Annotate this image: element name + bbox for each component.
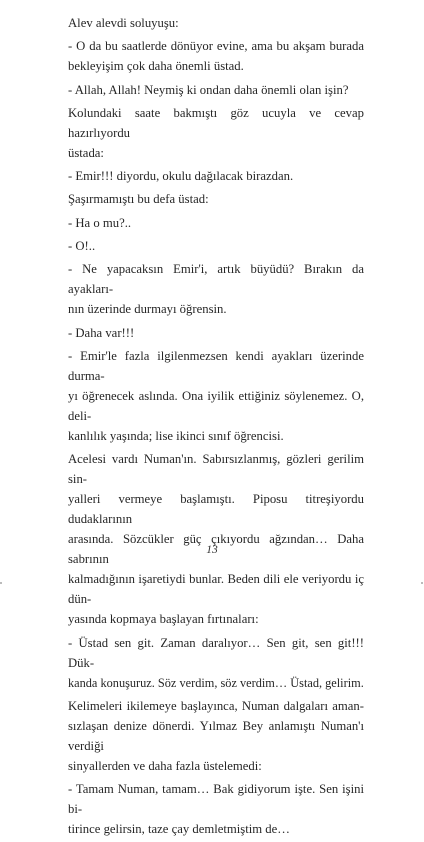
- text-line: - Emir'le fazla ilgilenmezsen kendi ayakları üzerinde durma-: [68, 348, 364, 383]
- text-line: tirince gelirsin, taze çay demletmiştim de…: [68, 822, 290, 837]
- text-line: - Tamam Numan, tamam… Bak gidiyorum işte. Sen işini bi-: [68, 782, 364, 817]
- crop-mark-right: [421, 582, 423, 584]
- paragraph: [68, 633, 364, 693]
- text-line: yı öğrenecek aslında. Ona iyilik ettiğiniz söylenemez. O, deli-: [68, 388, 364, 423]
- text-line: - Ha o mu?..: [68, 215, 132, 230]
- page-number: 13: [206, 544, 218, 556]
- text-line: Acelesi vardı Numan'ın. Sabırsızlanmış, gözleri gerilim sin-: [68, 452, 364, 487]
- text-line: - Ne yapacaksın Emir'i, artık büyüdü? Bırakın da ayakları-: [68, 262, 364, 297]
- paragraph: [68, 449, 364, 629]
- text-line: Şaşırmamıştı bu defa üstad:: [68, 192, 209, 207]
- text-line: - Emir!!! diyordu, okulu dağılacak birazdan.: [68, 169, 294, 184]
- text-line: arasında. Sözcükler güç çıkıyordu ağzından… Daha sabrının: [68, 532, 364, 567]
- text-line: kanda konuşuruz. Söz verdim, söz verdim… Üstad, gelirim.: [68, 675, 364, 690]
- paragraph: [68, 189, 364, 209]
- text-line: - Allah, Allah! Neymiş ki ondan daha önemli olan işin?: [68, 82, 349, 97]
- paragraph: [68, 259, 364, 319]
- paragraph: [68, 346, 364, 446]
- text-line: kalmadığının işaretiydi bunlar. Beden dili ele veriyordu iç dün-: [68, 572, 364, 607]
- body-text: [68, 13, 364, 842]
- text-line: - O da bu saatlerde dönüyor evine, ama bu akşam burada: [68, 39, 364, 54]
- paragraph: [68, 36, 364, 76]
- text-line: Alev alevdi soluyuşu:: [68, 16, 179, 30]
- text-line: Kelimeleri ikilemeye başlayınca, Numan dalgaları aman-: [68, 698, 364, 713]
- paragraph: [68, 323, 364, 343]
- text-line: üstada:: [68, 145, 104, 160]
- crop-mark-left: [0, 582, 2, 584]
- paragraph: [68, 779, 364, 839]
- text-line: - O!..: [68, 239, 96, 254]
- text-line: - Daha var!!!: [68, 325, 135, 340]
- text-line: nın üzerinde durmayı öğrensin.: [68, 302, 227, 317]
- text-line: Kolundaki saate bakmıştı göz ucuyla ve cevap hazırlıyordu: [68, 105, 364, 140]
- paragraph: [68, 236, 364, 256]
- text-line: yalleri vermeye başlamıştı. Piposu titreşiyordu dudaklarının: [68, 492, 364, 527]
- text-line: sinyallerden ve daha fazla üstelemedi:: [68, 758, 262, 773]
- text-line: sızlaşan denize dönerdi. Yılmaz Bey anlamıştı Numan'ı verdiği: [68, 718, 364, 753]
- paragraph: [68, 80, 364, 100]
- text-line: bekleyişim çok daha önemli üstad.: [68, 59, 244, 74]
- paragraph: [68, 696, 364, 776]
- paragraph: [68, 13, 364, 33]
- paragraph: [68, 166, 364, 186]
- paragraph: [68, 213, 364, 233]
- text-line: - Üstad sen git. Zaman daralıyor… Sen git, sen git!!! Dük-: [68, 635, 364, 670]
- paragraph: [68, 103, 364, 163]
- text-line: kanlılık yaşında; lise ikinci sınıf öğrencisi.: [68, 428, 284, 443]
- text-line: yasında kopmaya başlayan fırtınaları:: [68, 612, 259, 627]
